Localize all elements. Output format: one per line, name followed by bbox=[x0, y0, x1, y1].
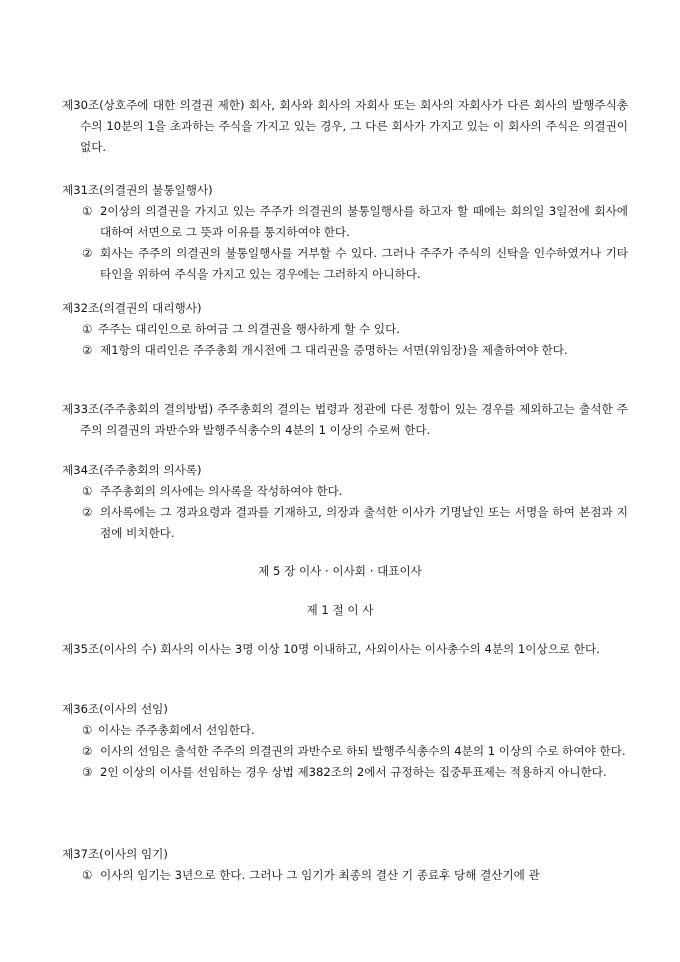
item-marker: ② bbox=[82, 343, 93, 357]
article-37-item-1 bbox=[62, 865, 628, 886]
item-text: 이사의 임기는 3년으로 한다. 그러나 그 임기가 최종의 결산 기 종료후 당해 결산기에 관 bbox=[100, 868, 540, 882]
item-text: 2이상의 의결권을 가지고 있는 주주가 의결권의 불통일행사를 하고자 할 때에는 회의일 3일전에 회사에 대하여 서면으로 그 뜻과 이유를 통지하여야 한다. bbox=[100, 204, 628, 239]
item-marker: ① bbox=[82, 322, 93, 336]
item-marker: ① bbox=[82, 484, 93, 498]
item-marker: ① bbox=[82, 868, 93, 882]
section-title: 제 1 절 이 사 bbox=[306, 603, 374, 617]
item-marker: ② bbox=[82, 505, 93, 519]
item-text: 제1항의 대리인은 주주총회 개시전에 그 대리권을 증명하는 서면(위임장)을 제출하여야 한다. bbox=[100, 343, 568, 357]
article-37 bbox=[62, 844, 628, 886]
article-32 bbox=[62, 298, 628, 361]
article-34-item-2 bbox=[62, 502, 628, 544]
item-text: 의사록에는 그 경과요령과 결과를 기재하고, 의장과 출석한 이사가 기명날인 또는 서명을 하여 본점과 지점에 비치한다. bbox=[100, 505, 628, 540]
item-marker: ① bbox=[82, 204, 93, 218]
article-31-item-1 bbox=[62, 201, 628, 243]
item-text: 회사는 주주의 의결권의 불통일행사를 거부할 수 있다. 그러나 주주가 주식의 신탁을 인수하였거나 기타 타인을 위하여 주식을 가지고 있는 경우에는 그러하지 아니하다. bbox=[100, 246, 628, 281]
article-30 bbox=[62, 95, 628, 158]
article-32-item-1 bbox=[62, 319, 628, 340]
article-31 bbox=[62, 180, 628, 285]
chapter-title: 제 5 장 이사 · 이사회 · 대표이사 bbox=[258, 564, 422, 578]
article-36-item-2 bbox=[62, 741, 628, 762]
article-34-item-1 bbox=[62, 481, 628, 502]
article-34-heading: 제34조(주주총회의 의사록) bbox=[62, 463, 202, 477]
article-34 bbox=[62, 460, 628, 544]
article-32-heading: 제32조(의결권의 대리행사) bbox=[62, 301, 202, 315]
article-36-heading: 제36조(이사의 선임) bbox=[62, 702, 168, 716]
item-marker: ③ bbox=[82, 765, 93, 779]
article-36-item-3 bbox=[62, 762, 628, 783]
article-32-item-2 bbox=[62, 340, 628, 361]
item-text: 이사는 주주총회에서 선임한다. bbox=[98, 723, 255, 737]
item-marker: ② bbox=[82, 744, 93, 758]
article-33 bbox=[62, 399, 628, 441]
item-marker: ② bbox=[82, 246, 93, 260]
article-31-item-2 bbox=[62, 243, 628, 285]
article-35 bbox=[62, 639, 628, 660]
item-text: 주주총회의 의사에는 의사록을 작성하여야 한다. bbox=[100, 484, 343, 498]
article-30-text: 제30조(상호주에 대한 의결권 제한) 회사, 회사와 회사의 자회사 또는 회사의 자회사가 다른 회사의 발행주식총수의 10분의 1을 초과하는 주식을 가지고 있는 경우, 그 다른 회사가 가지고 있는 이 회사의 주식은 의결권이 없다. bbox=[62, 98, 628, 154]
article-36-item-1 bbox=[62, 720, 628, 741]
article-33-text: 제33조(주주총회의 결의방법) 주주총회의 결의는 법령과 정관에 다른 정함이 있는 경우를 제외하고는 출석한 주주의 의결권의 과반수와 발행주식총수의 4분의 1 이상의 수로써 한다. bbox=[62, 402, 628, 437]
item-text: 2인 이상의 이사를 선임하는 경우 상법 제382조의 2에서 규정하는 집중투표제는 적용하지 아니한다. bbox=[100, 765, 607, 779]
item-marker: ① bbox=[82, 723, 93, 737]
article-31-heading: 제31조(의결권의 불통일행사) bbox=[62, 183, 213, 197]
article-36 bbox=[62, 699, 628, 783]
item-text: 이사의 선임은 출석한 주주의 의결권의 과반수로 하되 발행주식총수의 4분의 1 이상의 수로 하여야 한다. bbox=[100, 744, 626, 758]
item-text: 주주는 대리인으로 하여금 그 의결권을 행사하게 할 수 있다. bbox=[98, 322, 400, 336]
article-35-text: 제35조(이사의 수) 회사의 이사는 3명 이상 10명 이내하고, 사외이사는 이사총수의 4분의 1이상으로 한다. bbox=[62, 642, 600, 656]
article-37-heading: 제37조(이사의 임기) bbox=[62, 847, 168, 861]
